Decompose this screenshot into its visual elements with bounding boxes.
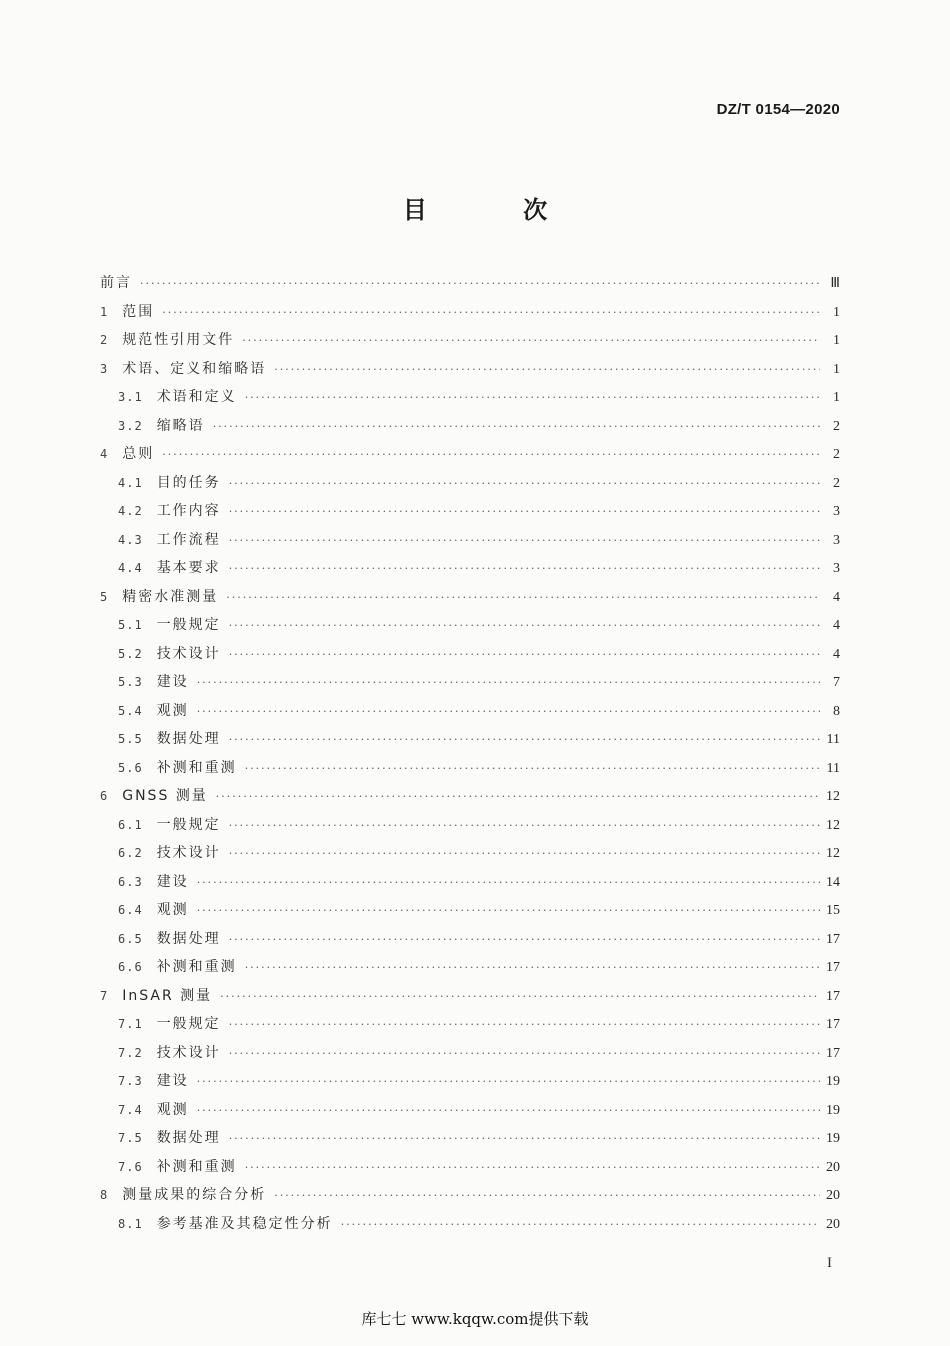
toc-entry-page: 8 xyxy=(833,703,840,719)
toc-entry-number: 2 xyxy=(100,333,109,347)
toc-entry-number: 4 xyxy=(100,447,109,461)
toc-entry[interactable] xyxy=(100,586,840,615)
toc-entry[interactable] xyxy=(100,1213,840,1242)
toc-entry[interactable] xyxy=(100,1013,840,1042)
toc-entry-page: 17 xyxy=(826,1045,840,1061)
toc-entry-page: 7 xyxy=(833,675,840,690)
toc-leader-dots xyxy=(229,933,820,946)
toc-entry[interactable] xyxy=(100,842,840,871)
toc-entry-page: 17 xyxy=(826,960,840,975)
toc-entry-page: 17 xyxy=(826,1017,840,1032)
toc-leader-dots xyxy=(229,1018,820,1031)
toc-leader-dots xyxy=(229,562,820,575)
toc-leader-dots xyxy=(242,334,820,347)
toc-entry-page: 19 xyxy=(826,1131,840,1146)
toc-entry-label: 建设 xyxy=(156,1073,189,1089)
toc-entry[interactable] xyxy=(100,985,840,1014)
toc-entry-page: 1 xyxy=(833,390,840,405)
toc-entry-page: 20 xyxy=(826,1188,840,1203)
toc-entry-label: 一般规定 xyxy=(156,816,221,833)
toc-entry[interactable] xyxy=(100,928,840,957)
toc-leader-dots xyxy=(162,306,820,319)
toc-entry-number: 4.2 xyxy=(118,504,143,518)
toc-entry[interactable] xyxy=(100,329,840,358)
toc-entry-label: 规范性引用文件 xyxy=(122,332,235,348)
toc-leader-dots xyxy=(216,790,820,803)
toc-entry[interactable] xyxy=(100,614,840,643)
toc-entry[interactable] xyxy=(100,956,840,985)
toc-entry-number: 4.4 xyxy=(118,561,143,575)
toc-entry-label: 补测和重测 xyxy=(156,959,237,975)
toc-entry-label: 技术设计 xyxy=(156,845,221,861)
toc-entry-label: 补测和重测 xyxy=(156,1158,237,1175)
toc-leader-dots xyxy=(245,391,820,404)
toc-entry[interactable] xyxy=(100,700,840,729)
toc-leader-dots xyxy=(245,1161,820,1174)
toc-entry[interactable] xyxy=(100,443,840,472)
page-number: I xyxy=(827,1255,832,1271)
toc-entry-label: 参考基准及其稳定性分析 xyxy=(156,1215,333,1232)
toc-entry-page: 2 xyxy=(833,418,840,434)
toc-entry[interactable] xyxy=(100,1156,840,1185)
toc-title: 目 次 xyxy=(402,196,592,224)
toc-entry-label: 基本要求 xyxy=(156,560,221,576)
toc-entry-page: 11 xyxy=(826,760,840,776)
toc-leader-dots xyxy=(229,648,820,661)
toc-entry[interactable] xyxy=(100,1070,840,1099)
toc-entry[interactable] xyxy=(100,358,840,387)
toc-entry[interactable] xyxy=(100,557,840,586)
toc-entry-number: 5.3 xyxy=(118,675,143,689)
toc-entry-number: 8.1 xyxy=(118,1216,143,1231)
toc-entry-number: 3.1 xyxy=(118,390,143,404)
toc-leader-dots xyxy=(229,819,820,832)
toc-entry-page: 1 xyxy=(833,304,840,320)
toc-entry[interactable] xyxy=(100,472,840,501)
toc-leader-dots xyxy=(213,420,820,433)
toc-entry-number: 5.1 xyxy=(118,618,143,632)
toc-entry-number: 5.2 xyxy=(118,646,143,661)
toc-entry-number: 7.1 xyxy=(118,1017,143,1031)
toc-entry-page: 4 xyxy=(833,646,840,662)
toc-leader-dots xyxy=(229,619,820,632)
toc-entry-label: 数据处理 xyxy=(156,1130,221,1146)
toc-entry-label: InSAR 测量 xyxy=(122,987,213,1004)
toc-entry-number: 6.1 xyxy=(118,817,143,832)
toc-entry[interactable] xyxy=(100,814,840,843)
toc-entry-number: 5 xyxy=(100,589,109,604)
toc-entry-page: 11 xyxy=(826,732,840,747)
toc-entry-label: 观测 xyxy=(156,1101,189,1118)
toc-leader-dots xyxy=(229,733,820,746)
toc-entry-label: 数据处理 xyxy=(156,731,221,747)
toc-leader-dots xyxy=(274,363,820,376)
toc-entry[interactable] xyxy=(100,871,840,900)
toc-entry-label: 建设 xyxy=(156,873,189,890)
toc-entry-page: 20 xyxy=(826,1159,840,1175)
toc-leader-dots xyxy=(197,676,820,689)
toc-leader-dots xyxy=(229,1047,820,1060)
table-of-contents xyxy=(100,272,840,1241)
toc-entry-label: 工作内容 xyxy=(156,503,221,519)
toc-entry-number: 5.5 xyxy=(118,732,143,746)
toc-leader-dots xyxy=(197,904,820,917)
toc-entry[interactable] xyxy=(100,1127,840,1156)
toc-entry-label: 精密水准测量 xyxy=(122,588,219,605)
toc-leader-dots xyxy=(162,448,820,461)
toc-entry-page: 12 xyxy=(826,817,840,833)
toc-entry-page: 2 xyxy=(833,447,840,462)
toc-entry-label: 范围 xyxy=(122,303,155,320)
toc-entry-number: 1 xyxy=(100,304,109,319)
toc-entry[interactable] xyxy=(100,643,840,672)
toc-entry-label: 工作流程 xyxy=(156,531,221,548)
toc-entry[interactable] xyxy=(100,728,840,757)
toc-entry[interactable] xyxy=(100,272,840,301)
toc-leader-dots xyxy=(229,534,820,547)
toc-entry[interactable] xyxy=(100,1099,840,1128)
toc-entry-page: 4 xyxy=(833,618,840,633)
toc-entry-label: GNSS 测量 xyxy=(122,788,208,804)
toc-entry-number: 6.3 xyxy=(118,874,143,889)
toc-entry[interactable] xyxy=(100,529,840,558)
toc-leader-dots xyxy=(197,705,820,718)
toc-entry[interactable] xyxy=(100,899,840,928)
toc-leader-dots xyxy=(140,277,820,290)
toc-entry-label: 一般规定 xyxy=(156,617,221,633)
toc-entry-number: 7 xyxy=(100,988,109,1003)
toc-entry-number: 6.5 xyxy=(118,931,143,946)
toc-entry-page: 12 xyxy=(826,789,840,804)
toc-entry-page: 3 xyxy=(833,532,840,548)
toc-leader-dots xyxy=(229,1132,820,1145)
toc-entry-number: 8 xyxy=(100,1188,109,1202)
toc-leader-dots xyxy=(229,847,820,860)
toc-entry-number: 6.4 xyxy=(118,903,143,917)
toc-entry-number: 5.4 xyxy=(118,703,143,718)
standard-code: DZ/T 0154—2020 xyxy=(716,101,840,118)
toc-entry-number: 5.6 xyxy=(118,760,143,775)
toc-entry-page: 1 xyxy=(833,333,840,348)
toc-entry-label: 术语和定义 xyxy=(156,389,237,405)
toc-entry-page: 15 xyxy=(826,903,840,918)
toc-entry[interactable] xyxy=(100,500,840,529)
toc-entry-label: 观测 xyxy=(156,702,189,719)
toc-entry-label: 缩略语 xyxy=(156,417,205,434)
toc-entry-number: 3 xyxy=(100,361,109,376)
toc-entry-label: 技术设计 xyxy=(156,645,221,662)
toc-leader-dots xyxy=(226,591,820,604)
toc-leader-dots xyxy=(245,961,820,974)
toc-leader-dots xyxy=(245,762,820,775)
toc-entry-number: 6.6 xyxy=(118,960,143,974)
toc-entry-page: 17 xyxy=(826,988,840,1004)
toc-entry-number: 4.1 xyxy=(118,475,143,490)
toc-entry-number: 7.3 xyxy=(118,1074,143,1088)
toc-entry-number: 6.2 xyxy=(118,846,143,860)
toc-leader-dots xyxy=(197,876,820,889)
toc-entry-number: 6 xyxy=(100,789,109,803)
toc-leader-dots xyxy=(197,1104,820,1117)
toc-entry-label: 测量成果的综合分析 xyxy=(122,1187,267,1203)
toc-entry[interactable] xyxy=(100,671,840,700)
toc-entry-label: 术语、定义和缩略语 xyxy=(122,360,267,377)
toc-entry[interactable] xyxy=(100,386,840,415)
toc-entry[interactable] xyxy=(100,785,840,814)
toc-entry-page: 3 xyxy=(833,504,840,519)
toc-entry-page: Ⅲ xyxy=(830,276,840,291)
toc-entry-page: 20 xyxy=(826,1216,840,1232)
toc-entry-page: 12 xyxy=(826,846,840,861)
toc-leader-dots xyxy=(229,477,820,490)
toc-entry-label: 补测和重测 xyxy=(156,759,237,776)
toc-entry-label: 建设 xyxy=(156,674,189,690)
toc-leader-dots xyxy=(341,1218,820,1231)
toc-entry-page: 19 xyxy=(826,1102,840,1118)
toc-entry-label: 数据处理 xyxy=(156,930,221,947)
toc-entry-number: 7.2 xyxy=(118,1045,143,1060)
toc-entry-number: 3.2 xyxy=(118,418,143,433)
download-footer: 库七七 www.kqqw.com提供下载 xyxy=(361,1310,589,1328)
toc-entry-number: 7.6 xyxy=(118,1159,143,1174)
toc-entry-page: 4 xyxy=(833,589,840,605)
toc-entry[interactable] xyxy=(100,301,840,330)
toc-entry-label: 目的任务 xyxy=(156,474,221,491)
toc-leader-dots xyxy=(274,1189,820,1202)
toc-entry-label: 总则 xyxy=(122,446,155,462)
toc-entry-page: 1 xyxy=(833,361,840,377)
toc-entry-page: 3 xyxy=(833,561,840,576)
toc-entry[interactable] xyxy=(100,415,840,444)
toc-entry-page: 17 xyxy=(826,931,840,947)
toc-entry[interactable] xyxy=(100,1184,840,1213)
toc-entry-number: 7.4 xyxy=(118,1102,143,1117)
toc-entry-label: 技术设计 xyxy=(156,1044,221,1061)
toc-entry-label: 观测 xyxy=(156,902,189,918)
toc-leader-dots xyxy=(220,990,820,1003)
toc-entry-page: 19 xyxy=(826,1074,840,1089)
toc-entry-page: 2 xyxy=(833,475,840,491)
toc-entry-page: 14 xyxy=(826,874,840,890)
toc-entry[interactable] xyxy=(100,1042,840,1071)
toc-entry[interactable] xyxy=(100,757,840,786)
toc-entry-number: 7.5 xyxy=(118,1131,143,1145)
toc-leader-dots xyxy=(229,505,820,518)
toc-leader-dots xyxy=(197,1075,820,1088)
toc-entry-label: 一般规定 xyxy=(156,1016,221,1032)
toc-entry-number: 4.3 xyxy=(118,532,143,547)
toc-entry-label: 前言 xyxy=(100,275,132,291)
